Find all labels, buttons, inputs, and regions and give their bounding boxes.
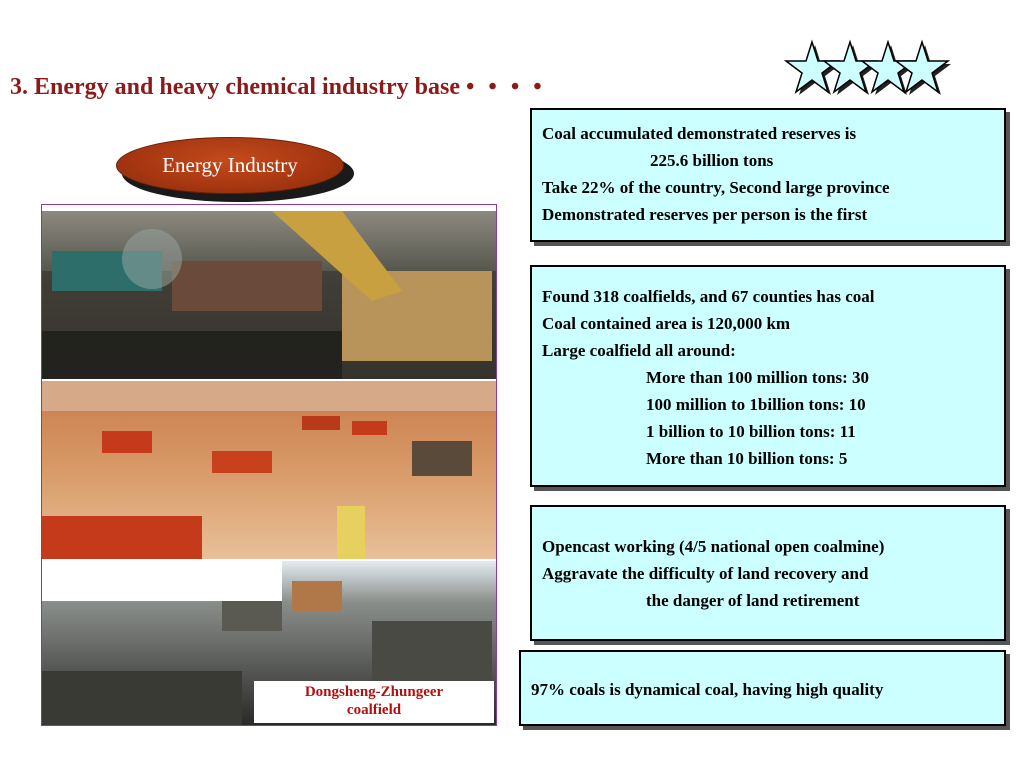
coalfields-line: Large coalfield all around: — [542, 341, 736, 360]
coalfields-box — [530, 265, 1006, 487]
opencast-line: Opencast working (4/5 national open coalmine) — [542, 537, 885, 556]
quality-box — [519, 650, 1006, 726]
star-1-icon — [786, 42, 841, 95]
coalfields-line: 100 million to 1billion tons: 10 — [646, 395, 866, 414]
mine-excavator-photo — [42, 211, 496, 379]
quality-line: 97% coals is dynamical coal, having high quality — [531, 680, 884, 699]
reserves-box — [530, 108, 1006, 242]
caption-line2: coalfield — [346, 702, 402, 718]
coalfields-line: More than 100 million tons: 30 — [646, 368, 870, 387]
reserves-line: Coal accumulated demonstrated reserves is — [542, 124, 857, 143]
opencast-line: Aggravate the difficulty of land recovery and — [542, 564, 869, 583]
coalfield-photo — [41, 204, 497, 726]
open-pit-trucks-photo — [42, 381, 496, 559]
coalfields-line: More than 10 billion tons: 5 — [646, 449, 848, 468]
stars-icon — [782, 36, 952, 102]
reserves-line: Take 22% of the country, Second large province — [542, 178, 890, 197]
coalfields-line: Found 318 coalfields, and 67 counties has coal — [542, 287, 875, 306]
reserves-line: Demonstrated reserves per person is the first — [542, 205, 868, 224]
title-dots: • • • • — [466, 74, 546, 100]
opencast-box — [530, 505, 1006, 641]
title-text: 3. Energy and heavy chemical industry base — [10, 74, 461, 100]
energy-industry-button[interactable]: Energy Industry — [116, 137, 344, 194]
caption-line1: Dongsheng-Zhungeer — [304, 684, 444, 700]
coalfields-line: 1 billion to 10 billion tons: 11 — [646, 422, 856, 441]
photo-caption — [254, 681, 494, 723]
reserves-line: 225.6 billion tons — [650, 151, 774, 170]
slide-title — [10, 74, 546, 101]
opencast-line: the danger of land retirement — [646, 591, 860, 610]
coalfields-line: Coal contained area is 120,000 km — [542, 314, 791, 333]
